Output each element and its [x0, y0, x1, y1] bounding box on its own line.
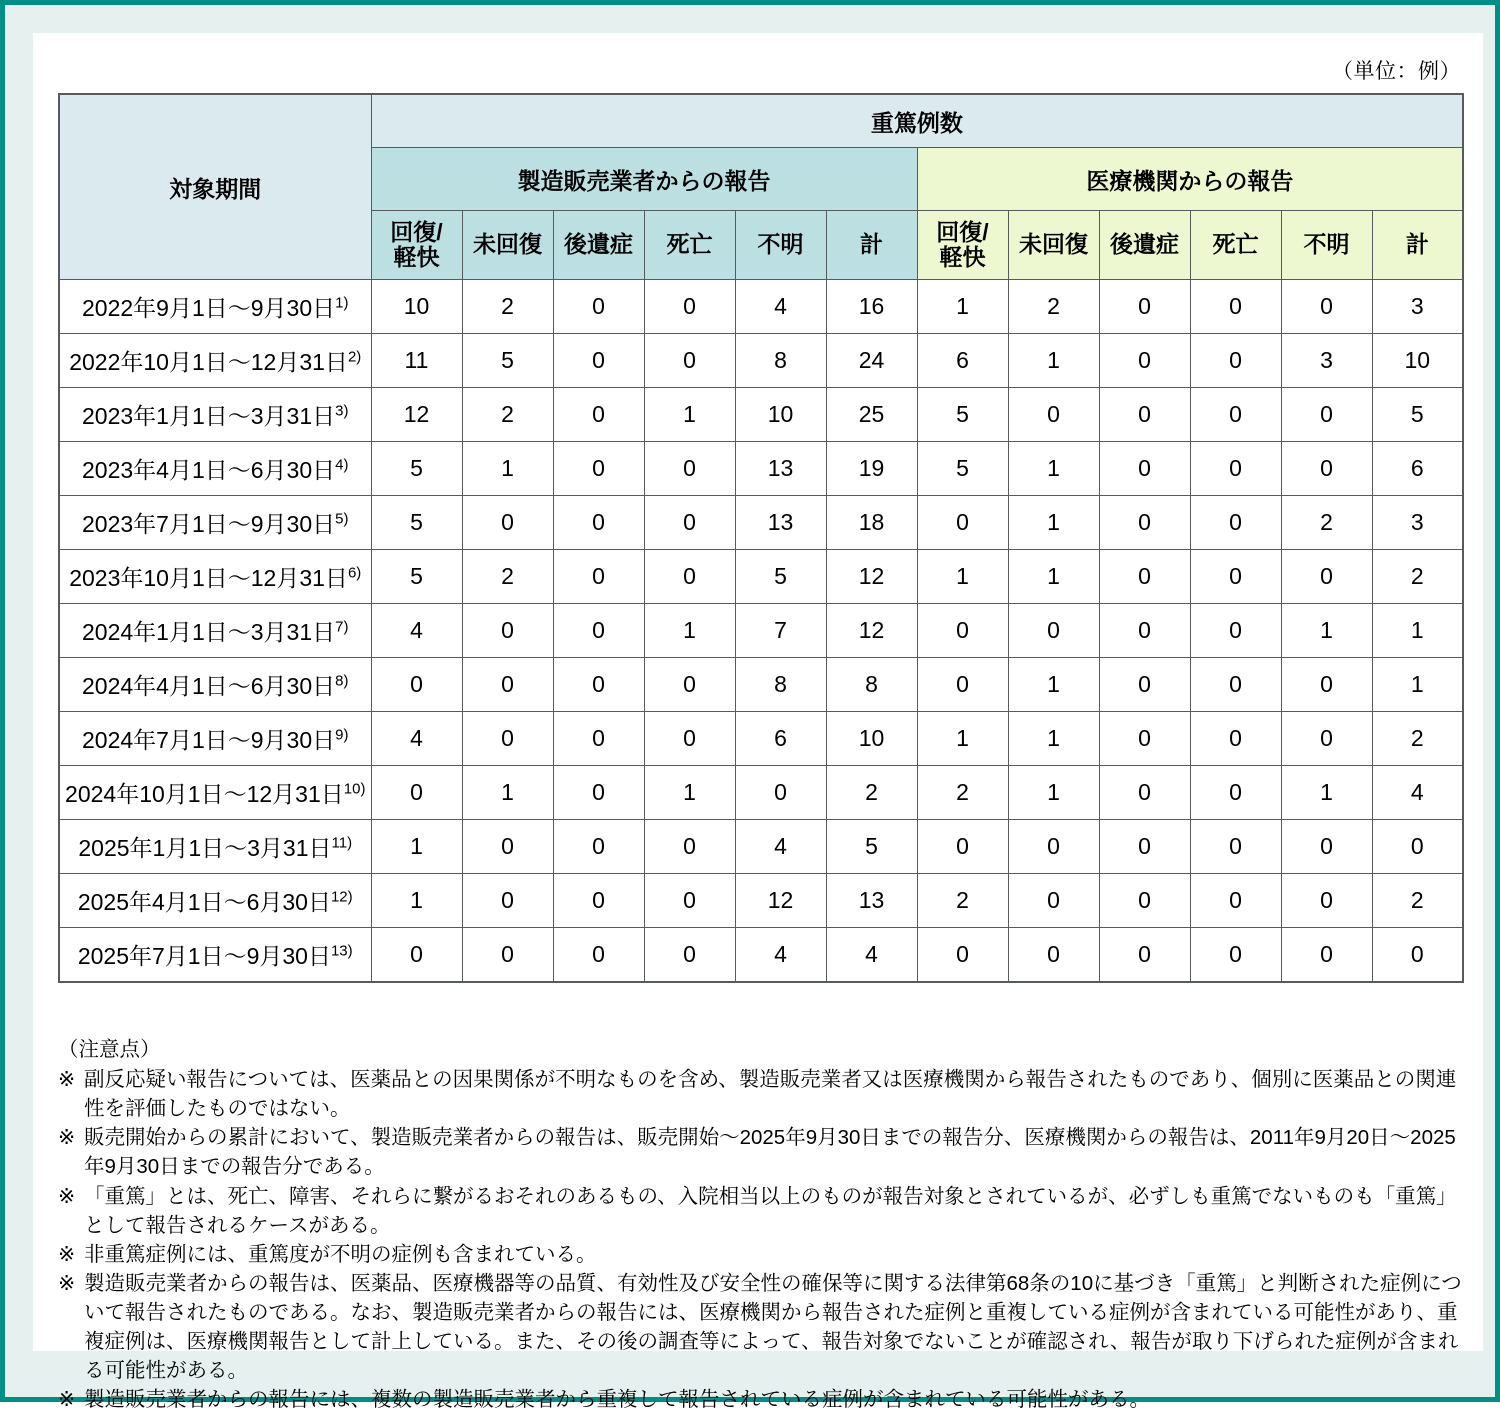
footnote-marker: 3) — [335, 402, 349, 420]
cell-manufacturer-death: 0 — [644, 928, 735, 983]
cell-manufacturer-not-recovered: 0 — [462, 658, 553, 712]
cell-manufacturer-total: 16 — [826, 280, 917, 334]
unit-label: （単位：例） — [1332, 60, 1461, 83]
cell-manufacturer-unknown: 12 — [735, 874, 826, 928]
header-row-top — [59, 94, 1463, 148]
note-bullet-icon: ※ — [58, 1184, 76, 1208]
cell-medical-institution-unknown: 3 — [1281, 334, 1372, 388]
cell-period: 2024年4月1日～6月30日$^{8)}$ — [59, 658, 371, 712]
cell-manufacturer-total: 19 — [826, 442, 917, 496]
cell-manufacturer-death: 1 — [644, 388, 735, 442]
cell-period: 2025年4月1日～6月30日$^{12)}$ — [59, 874, 371, 928]
cell-medical-institution-sequelae: 0 — [1099, 820, 1190, 874]
cell-manufacturer-recovered: 4 — [371, 712, 462, 766]
cell-period: 2023年1月1日～3月31日$^{3)}$ — [59, 388, 371, 442]
cell-manufacturer-not-recovered: 0 — [462, 820, 553, 874]
cell-medical-institution-recovered: 5 — [917, 388, 1008, 442]
note-bullet-icon: ※ — [58, 1068, 76, 1092]
cell-medical-institution-recovered: 1 — [917, 712, 1008, 766]
footnote-marker: 5) — [335, 510, 349, 528]
cell-medical-institution-death: 0 — [1190, 496, 1281, 550]
cell-period: 2023年7月1日～9月30日$^{5)}$ — [59, 496, 371, 550]
cell-manufacturer-unknown: 13 — [735, 442, 826, 496]
cell-manufacturer-total: 12 — [826, 604, 917, 658]
cell-manufacturer-unknown: 0 — [735, 766, 826, 820]
cell-manufacturer-death: 0 — [644, 874, 735, 928]
serious-cases-table-container — [58, 93, 1462, 983]
cell-medical-institution-death: 0 — [1190, 712, 1281, 766]
cell-medical-institution-total: 0 — [1372, 928, 1463, 983]
cell-manufacturer-recovered: 0 — [371, 928, 462, 983]
table-row — [59, 874, 1463, 928]
column-header-medical-institution-recovered: 回復/ 軽快 — [917, 211, 1008, 280]
footnote-marker: 13) — [330, 942, 353, 960]
cell-medical-institution-not-recovered: 1 — [1008, 550, 1099, 604]
cell-manufacturer-total: 5 — [826, 820, 917, 874]
footnote-marker: 1) — [335, 294, 349, 312]
cell-manufacturer-not-recovered: 1 — [462, 442, 553, 496]
footnote-marker: 12) — [330, 888, 353, 906]
cell-manufacturer-unknown: 4 — [735, 280, 826, 334]
cell-medical-institution-sequelae: 0 — [1099, 550, 1190, 604]
cell-period: 2023年4月1日～6月30日$^{4)}$ — [59, 442, 371, 496]
cell-medical-institution-sequelae: 0 — [1099, 280, 1190, 334]
cell-manufacturer-sequelae: 0 — [553, 928, 644, 983]
cell-medical-institution-recovered: 5 — [917, 442, 1008, 496]
cell-manufacturer-total: 4 — [826, 928, 917, 983]
note-text: 製造販売業者からの報告は、医薬品、医療機器等の品質、有効性及び安全性の確保等に関する法律第68条の10に基づき「重篤」と判断された症例について報告されたものである。なお、製造販売業者からの報告には、医療機関から報告された症例と重複している症例が含まれている可能性があり、重複症例は、医療機関報告として計上している。また、その後の調査等によって、報告対象でないことが確認され、報告が取り下げられた症例が含まれる可能性がある。 — [84, 1271, 1462, 1383]
cell-medical-institution-sequelae: 0 — [1099, 928, 1190, 983]
cell-manufacturer-recovered: 5 — [371, 496, 462, 550]
cell-manufacturer-not-recovered: 0 — [462, 712, 553, 766]
column-header-manufacturer-death: 死亡 — [644, 211, 735, 280]
column-header-manufacturer-total: 計 — [826, 211, 917, 280]
cell-medical-institution-total: 10 — [1372, 334, 1463, 388]
cell-period: 2025年1月1日～3月31日$^{11)}$ — [59, 820, 371, 874]
footnote-marker: 6) — [347, 564, 362, 582]
cell-manufacturer-sequelae: 0 — [553, 280, 644, 334]
cell-manufacturer-not-recovered: 0 — [462, 928, 553, 983]
cell-medical-institution-not-recovered: 1 — [1008, 442, 1099, 496]
cell-manufacturer-sequelae: 0 — [553, 604, 644, 658]
cell-manufacturer-not-recovered: 5 — [462, 334, 553, 388]
cell-manufacturer-not-recovered: 1 — [462, 766, 553, 820]
cell-period: 2023年10月1日～12月31日$^{6)}$ — [59, 550, 371, 604]
cell-medical-institution-unknown: 0 — [1281, 388, 1372, 442]
cell-manufacturer-unknown: 8 — [735, 658, 826, 712]
table-row — [59, 712, 1463, 766]
cell-medical-institution-recovered: 0 — [917, 604, 1008, 658]
table-body — [59, 280, 1463, 983]
table-row — [59, 334, 1463, 388]
cell-medical-institution-recovered: 0 — [917, 928, 1008, 983]
cell-manufacturer-recovered: 0 — [371, 658, 462, 712]
cell-medical-institution-recovered: 2 — [917, 874, 1008, 928]
cell-medical-institution-not-recovered: 0 — [1008, 604, 1099, 658]
cell-manufacturer-sequelae: 0 — [553, 766, 644, 820]
cell-manufacturer-recovered: 4 — [371, 604, 462, 658]
table-row — [59, 496, 1463, 550]
cell-manufacturer-sequelae: 0 — [553, 658, 644, 712]
cell-manufacturer-death: 0 — [644, 658, 735, 712]
cell-period: 2022年10月1日～12月31日$^{2)}$ — [59, 334, 371, 388]
cell-manufacturer-total: 25 — [826, 388, 917, 442]
cell-period: 2024年7月1日～9月30日$^{9)}$ — [59, 712, 371, 766]
cell-manufacturer-unknown: 10 — [735, 388, 826, 442]
cell-medical-institution-recovered: 6 — [917, 334, 1008, 388]
cell-medical-institution-not-recovered: 0 — [1008, 388, 1099, 442]
cell-manufacturer-not-recovered: 2 — [462, 280, 553, 334]
footnote-marker: 2) — [347, 348, 362, 366]
note-item — [58, 1240, 1462, 1269]
cell-medical-institution-unknown: 0 — [1281, 550, 1372, 604]
cell-medical-institution-death: 0 — [1190, 604, 1281, 658]
cell-medical-institution-sequelae: 0 — [1099, 712, 1190, 766]
cell-manufacturer-death: 0 — [644, 280, 735, 334]
note-bullet-icon: ※ — [58, 1242, 76, 1266]
cell-manufacturer-death: 0 — [644, 712, 735, 766]
cell-medical-institution-not-recovered: 2 — [1008, 280, 1099, 334]
cell-medical-institution-sequelae: 0 — [1099, 496, 1190, 550]
cell-medical-institution-death: 0 — [1190, 766, 1281, 820]
table-row — [59, 442, 1463, 496]
cell-medical-institution-death: 0 — [1190, 442, 1281, 496]
cell-manufacturer-unknown: 4 — [735, 928, 826, 983]
cell-medical-institution-recovered: 2 — [917, 766, 1008, 820]
cell-manufacturer-sequelae: 0 — [553, 496, 644, 550]
cell-medical-institution-not-recovered: 0 — [1008, 928, 1099, 983]
note-text: 販売開始からの累計において、製造販売業者からの報告は、販売開始～2025年9月30日までの報告分、医療機関からの報告は、2011年9月20日～2025年9月30日までの報告分である。 — [84, 1126, 1456, 1179]
cell-manufacturer-not-recovered: 2 — [462, 388, 553, 442]
cell-manufacturer-sequelae: 0 — [553, 712, 644, 766]
note-item — [58, 1123, 1462, 1181]
notes-title: （注意点） — [58, 1038, 161, 1061]
cell-manufacturer-total: 12 — [826, 550, 917, 604]
note-text: 非重篤症例には、重篤度が不明の症例も含まれている。 — [84, 1242, 597, 1266]
cell-manufacturer-recovered: 0 — [371, 766, 462, 820]
cell-manufacturer-not-recovered: 0 — [462, 874, 553, 928]
cell-manufacturer-recovered: 1 — [371, 820, 462, 874]
cell-medical-institution-total: 3 — [1372, 280, 1463, 334]
cell-period: 2025年7月1日～9月30日$^{13)}$ — [59, 928, 371, 983]
note-item — [58, 1182, 1462, 1240]
note-bullet-icon: ※ — [58, 1271, 76, 1295]
cell-manufacturer-total: 8 — [826, 658, 917, 712]
cell-medical-institution-sequelae: 0 — [1099, 874, 1190, 928]
cell-medical-institution-not-recovered: 0 — [1008, 820, 1099, 874]
table-row — [59, 766, 1463, 820]
column-header-group-medical-institution: 医療機関からの報告 — [917, 148, 1463, 211]
footnote-marker: 4) — [335, 456, 349, 474]
footnote-marker: 10) — [343, 780, 366, 798]
cell-manufacturer-death: 0 — [644, 820, 735, 874]
cell-medical-institution-sequelae: 0 — [1099, 766, 1190, 820]
cell-manufacturer-death: 0 — [644, 496, 735, 550]
column-header-period: 対象期間 — [59, 94, 371, 280]
footnote-marker: 7) — [335, 618, 349, 636]
note-item — [58, 1385, 1462, 1414]
cell-manufacturer-sequelae: 0 — [553, 388, 644, 442]
cell-medical-institution-death: 0 — [1190, 928, 1281, 983]
cell-medical-institution-sequelae: 0 — [1099, 604, 1190, 658]
cell-medical-institution-sequelae: 0 — [1099, 442, 1190, 496]
cell-medical-institution-unknown: 2 — [1281, 496, 1372, 550]
note-text: 製造販売業者からの報告には、複数の製造販売業者から重複して報告されている症例が含まれている可能性がある。 — [84, 1388, 1150, 1412]
table-row — [59, 280, 1463, 334]
cell-medical-institution-total: 2 — [1372, 550, 1463, 604]
cell-manufacturer-recovered: 5 — [371, 442, 462, 496]
column-header-serious-cases: 重篤例数 — [371, 94, 1463, 148]
cell-medical-institution-not-recovered: 1 — [1008, 766, 1099, 820]
footnote-marker: 11) — [331, 834, 353, 852]
cell-medical-institution-total: 6 — [1372, 442, 1463, 496]
content-card — [33, 33, 1483, 1412]
cell-medical-institution-total: 1 — [1372, 658, 1463, 712]
table-row — [59, 550, 1463, 604]
cell-medical-institution-death: 0 — [1190, 388, 1281, 442]
cell-period: 2022年9月1日～9月30日$^{1)}$ — [59, 280, 371, 334]
footnote-marker: 8) — [335, 672, 349, 690]
column-header-medical-institution-unknown: 不明 — [1281, 211, 1372, 280]
cell-medical-institution-unknown: 0 — [1281, 712, 1372, 766]
cell-manufacturer-sequelae: 0 — [553, 334, 644, 388]
cell-manufacturer-death: 0 — [644, 550, 735, 604]
cell-medical-institution-sequelae: 0 — [1099, 334, 1190, 388]
cell-medical-institution-recovered: 1 — [917, 550, 1008, 604]
cell-medical-institution-unknown: 0 — [1281, 928, 1372, 983]
note-text: 「重篤」とは、死亡、障害、それらに繋がるおそれのあるもの、入院相当以上のものが報告対象とされているが、必ずしも重篤でないものも「重篤」として報告されるケースがある。 — [84, 1184, 1457, 1237]
cell-manufacturer-total: 24 — [826, 334, 917, 388]
cell-medical-institution-not-recovered: 1 — [1008, 658, 1099, 712]
serious-cases-table — [58, 93, 1464, 983]
cell-medical-institution-not-recovered: 1 — [1008, 496, 1099, 550]
note-bullet-icon: ※ — [58, 1126, 76, 1150]
cell-medical-institution-not-recovered: 1 — [1008, 334, 1099, 388]
cell-medical-institution-death: 0 — [1190, 874, 1281, 928]
cell-medical-institution-death: 0 — [1190, 280, 1281, 334]
cell-manufacturer-death: 1 — [644, 604, 735, 658]
cell-medical-institution-unknown: 0 — [1281, 820, 1372, 874]
column-header-medical-institution-not-recovered: 未回復 — [1008, 211, 1099, 280]
cell-manufacturer-sequelae: 0 — [553, 874, 644, 928]
cell-medical-institution-death: 0 — [1190, 334, 1281, 388]
cell-medical-institution-unknown: 0 — [1281, 658, 1372, 712]
cell-medical-institution-total: 2 — [1372, 712, 1463, 766]
cell-medical-institution-death: 0 — [1190, 658, 1281, 712]
cell-medical-institution-total: 2 — [1372, 874, 1463, 928]
cell-manufacturer-not-recovered: 2 — [462, 550, 553, 604]
cell-period: 2024年1月1日～3月31日$^{7)}$ — [59, 604, 371, 658]
note-bullet-icon: ※ — [58, 1388, 76, 1412]
cell-medical-institution-not-recovered: 1 — [1008, 712, 1099, 766]
cell-manufacturer-not-recovered: 0 — [462, 604, 553, 658]
cell-manufacturer-recovered: 10 — [371, 280, 462, 334]
cell-medical-institution-sequelae: 0 — [1099, 658, 1190, 712]
cell-medical-institution-total: 3 — [1372, 496, 1463, 550]
column-header-manufacturer-sequelae: 後遺症 — [553, 211, 644, 280]
cell-medical-institution-unknown: 0 — [1281, 280, 1372, 334]
cell-manufacturer-sequelae: 0 — [553, 550, 644, 604]
cell-medical-institution-recovered: 1 — [917, 280, 1008, 334]
column-header-medical-institution-sequelae: 後遺症 — [1099, 211, 1190, 280]
cell-medical-institution-death: 0 — [1190, 550, 1281, 604]
note-item — [58, 1065, 1462, 1123]
cell-medical-institution-unknown: 0 — [1281, 442, 1372, 496]
cell-manufacturer-sequelae: 0 — [553, 820, 644, 874]
cell-manufacturer-unknown: 8 — [735, 334, 826, 388]
column-header-medical-institution-death: 死亡 — [1190, 211, 1281, 280]
cell-manufacturer-unknown: 7 — [735, 604, 826, 658]
cell-medical-institution-total: 0 — [1372, 820, 1463, 874]
cell-manufacturer-total: 13 — [826, 874, 917, 928]
cell-manufacturer-recovered: 5 — [371, 550, 462, 604]
cell-medical-institution-death: 0 — [1190, 820, 1281, 874]
cell-manufacturer-sequelae: 0 — [553, 442, 644, 496]
cell-manufacturer-unknown: 13 — [735, 496, 826, 550]
cell-period: 2024年10月1日～12月31日$^{10)}$ — [59, 766, 371, 820]
cell-medical-institution-total: 1 — [1372, 604, 1463, 658]
table-row — [59, 658, 1463, 712]
table-row — [59, 820, 1463, 874]
cell-manufacturer-unknown: 5 — [735, 550, 826, 604]
column-header-manufacturer-unknown: 不明 — [735, 211, 826, 280]
notes-section — [58, 1035, 1462, 1414]
cell-manufacturer-unknown: 4 — [735, 820, 826, 874]
cell-manufacturer-total: 10 — [826, 712, 917, 766]
table-head — [59, 94, 1463, 280]
table-row — [59, 928, 1463, 983]
column-header-manufacturer-recovered: 回復/ 軽快 — [371, 211, 462, 280]
cell-manufacturer-death: 0 — [644, 442, 735, 496]
note-text: 副反応疑い報告については、医薬品との因果関係が不明なものを含め、製造販売業者又は医療機関から報告されたものであり、個別に医薬品との関連性を評価したものではない。 — [84, 1068, 1457, 1121]
note-item — [58, 1269, 1462, 1385]
cell-medical-institution-sequelae: 0 — [1099, 388, 1190, 442]
notes-list — [58, 1065, 1462, 1414]
table-row — [59, 388, 1463, 442]
cell-medical-institution-total: 5 — [1372, 388, 1463, 442]
table-row — [59, 604, 1463, 658]
cell-manufacturer-total: 18 — [826, 496, 917, 550]
cell-manufacturer-unknown: 6 — [735, 712, 826, 766]
cell-manufacturer-recovered: 12 — [371, 388, 462, 442]
cell-medical-institution-recovered: 0 — [917, 496, 1008, 550]
cell-manufacturer-death: 1 — [644, 766, 735, 820]
column-header-medical-institution-total: 計 — [1372, 211, 1463, 280]
column-header-manufacturer-not-recovered: 未回復 — [462, 211, 553, 280]
cell-manufacturer-recovered: 1 — [371, 874, 462, 928]
cell-medical-institution-recovered: 0 — [917, 820, 1008, 874]
cell-medical-institution-total: 4 — [1372, 766, 1463, 820]
cell-medical-institution-unknown: 1 — [1281, 766, 1372, 820]
cell-medical-institution-recovered: 0 — [917, 658, 1008, 712]
cell-medical-institution-unknown: 1 — [1281, 604, 1372, 658]
cell-manufacturer-recovered: 11 — [371, 334, 462, 388]
footnote-marker: 9) — [335, 726, 349, 744]
cell-manufacturer-total: 2 — [826, 766, 917, 820]
column-header-group-manufacturer: 製造販売業者からの報告 — [371, 148, 917, 211]
cell-medical-institution-unknown: 0 — [1281, 874, 1372, 928]
cell-manufacturer-not-recovered: 0 — [462, 496, 553, 550]
cell-manufacturer-death: 0 — [644, 334, 735, 388]
cell-medical-institution-not-recovered: 0 — [1008, 874, 1099, 928]
